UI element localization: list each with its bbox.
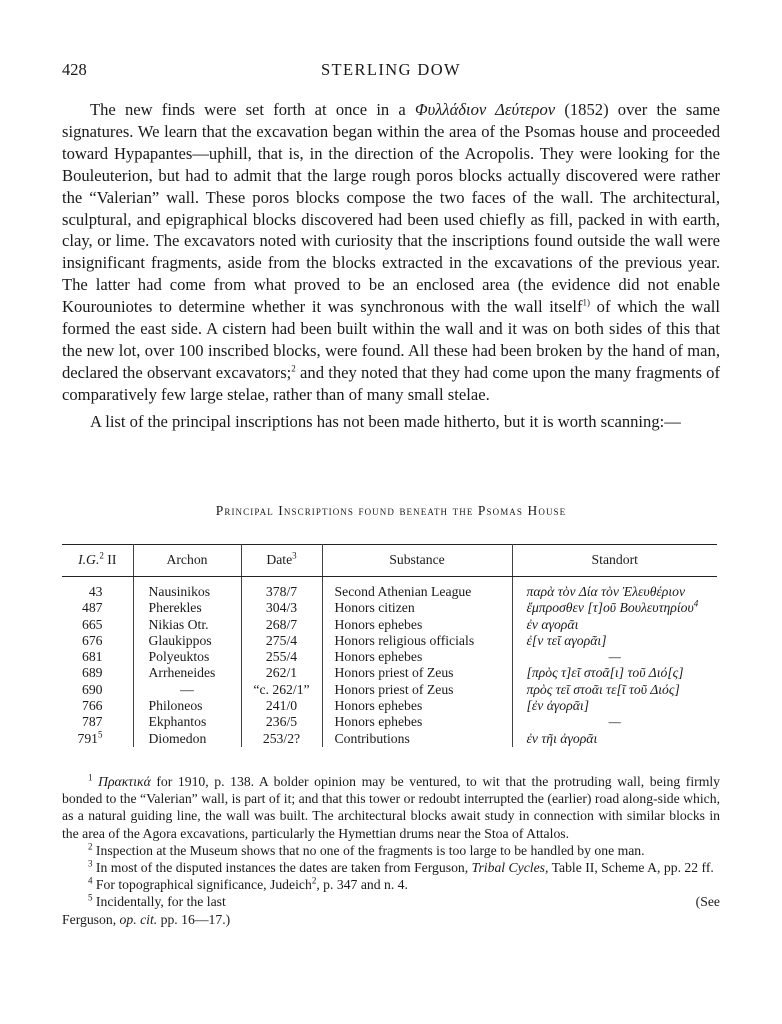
body-text: [62, 99, 720, 433]
running-title: STERLING DOW: [320, 60, 462, 79]
paragraph-2: A list of the principal inscriptions has not been made hitherto, but it is worth scanning:—: [90, 411, 681, 431]
table-row: 689 Arrheneides 262/1 Honors priest of Zeus [πρὸς τ]εῖ στοᾶ[ι] τοῦ Διό[ς]: [62, 665, 717, 681]
table-title: Principal Inscriptions found beneath the Psomas House: [215, 503, 567, 518]
header-ig: I.G.$^2$ II: [62, 545, 133, 577]
page-header: [62, 60, 720, 84]
table-row: 690 — “c. 262/1” Honors priest of Zeus πρὸς τεῖ στοᾶι τε[ῖ τοῦ Διός]: [62, 682, 717, 698]
paragraph-1: The new finds were set forth at once in a Φυλλάδιον Δεύτερον (1852) over the same signatures. We learn that the excavation began within the area of the Psomas house and proceeded toward Hypapantes—uphill, that is, in the direction of the Acropolis. They were looking for the Bouleuterion, but had to admit that the large rough poros blocks actually discovered were rather the “Valerian” wall. These poros blocks compose the two faces of the wall. The architectural, sculptural, and epigraphical blocks discovered had been used chiefly as fill, packed in with earth, clay, or lime. The excavators noted with curiosity that the inscriptions found outside the wall were insignificant fragments, aside from the blocks extracted in the excavations of the previous year. The latter had come from what proved to be an enclosed area (the evidence did not enable Kourouniotes to determine whether it was synchronous with the wall itself$^{1)}$ of which the wall formed the east side. A cistern had been built within the wall and it was on both sides of this that the new lot, over 100 inscribed blocks, were found. All these had been broken by the hand of man, declared the observant excavators;$^2$ and they noted that they had come upon the many fragments of comparatively few large stelae, rather than of many small stelae.: [62, 100, 720, 404]
table-row: 487 Pherekles 304/3 Honors citizen ἔμπροσθεν [τ]οῦ Βουλευτηρίου$^4$: [62, 600, 717, 616]
page-number: 428: [62, 60, 87, 79]
footnote-1: $^1$ Πρακτικά for 1910, p. 138. A bolder opinion may be ventured, to wit that the protruding wall, being firmly bonded to the “Valerian” wall, is part of it; and that this tower or redoubt interrupted the (earlier) road along-side which, as a natural guiding line, the wall was built. The architectural blocks await study in connection with similar blocks in the area of the Agora excavations, particularly the Hymettian drums near the Stoa of Attalos.: [62, 772, 720, 841]
inscriptions-table: [62, 544, 717, 747]
footnote-3: $^3$ In most of the disputed instances the dates are taken from Ferguson, Tribal Cycles, Table II, Scheme A, pp. 22 ff.: [88, 858, 714, 876]
table-row: 766 Philoneos 241/0 Honors ephebes [ἐν ἀγορᾶι]: [62, 698, 717, 714]
table-row: 787 Ekphantos 236/5 Honors ephebes —: [62, 714, 717, 730]
table-row: 681 Polyeuktos 255/4 Honors ephebes —: [62, 649, 717, 665]
table-row: 665 Nikias Otr. 268/7 Honors ephebes ἐν αγορᾶι: [62, 617, 717, 633]
table-row: 43 Nausinikos 378/7 Second Athenian League παρὰ τὸν Δία τὸν Ἐλευθέριον: [62, 577, 717, 601]
footnotes: [62, 773, 720, 928]
table-header-row: [62, 545, 717, 577]
footnote-2: $^2$ Inspection at the Museum shows that no one of the fragments is too large to be handled by one man.: [88, 841, 645, 858]
header-standort: Standort: [512, 545, 717, 577]
table-row: 676 Glaukippos 275/4 Honors religious officials ἐ[ν τεῖ αγορᾶι]: [62, 633, 717, 649]
header-date: Date$^3$: [241, 545, 322, 577]
footnote-4: $^4$ For topographical significance, Judeich$^2$, p. 347 and n. 4.: [88, 875, 408, 893]
header-substance: Substance: [322, 545, 512, 577]
header-archon: Archon: [133, 545, 241, 577]
table-row: $791^5$ Diomedon 253/2? Contributions ἐν τῆι ἀγορᾶι: [62, 731, 717, 747]
greek-title: Φυλλάδιον Δεύτερον: [414, 100, 556, 119]
footnote-5-continued: Ferguson, op. cit. pp. 16—17.): [62, 911, 231, 927]
footnote-ref-2: 2: [291, 363, 296, 374]
footnote-ref-1: 1): [582, 297, 590, 308]
footnote-5: $^5$ Incidentally, for the last (See: [88, 892, 720, 910]
